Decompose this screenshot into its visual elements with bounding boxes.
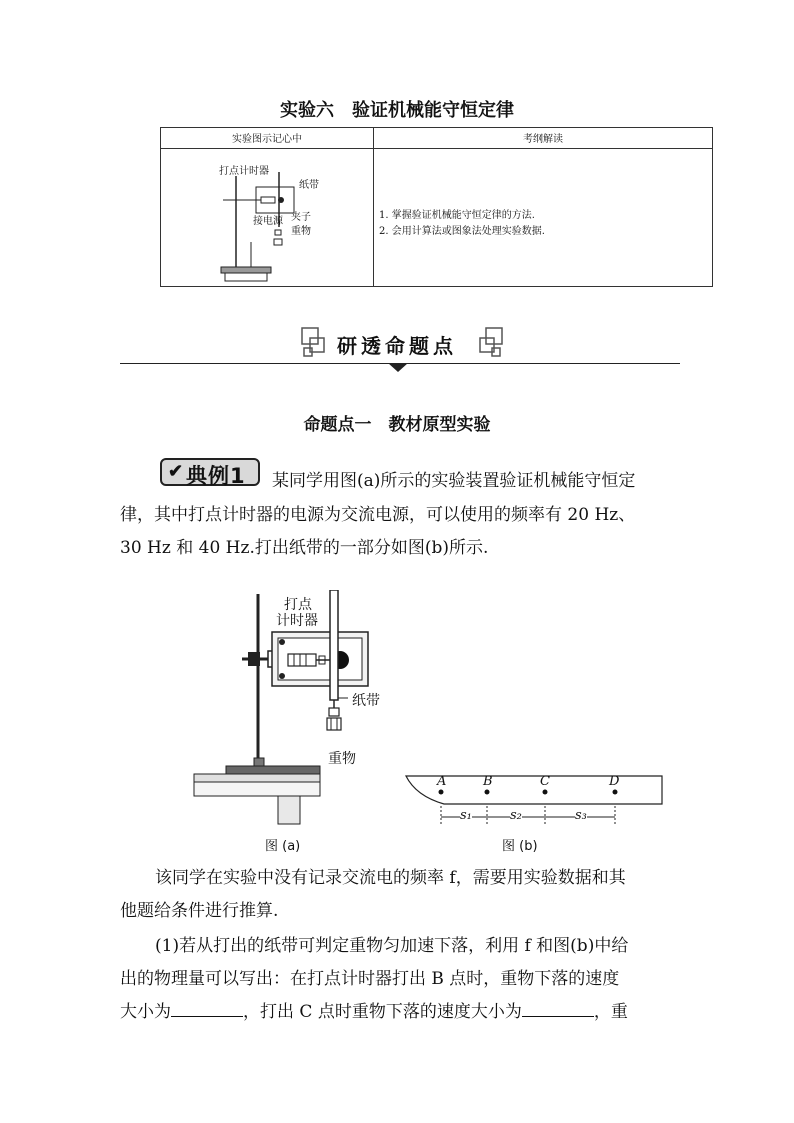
paragraph-3-line-3-part-c: ，重 [593,1002,628,1022]
figure-a-caption: 图 (a) [265,839,301,854]
figure-b-point-d: D [609,774,620,789]
figure-b-point-b: B [483,774,493,789]
figure-b-caption: 图 (b) [502,839,538,854]
section-title: 研透命题点 [337,334,457,358]
table-divider [373,128,374,286]
table-item-2: 2. 会用计算法或图象法处理实验数据. [379,226,545,237]
paragraph-3-line-3-part-b: ，打出 C 点时重物下落的速度大小为 [243,1002,522,1022]
page-title: 实验六 验证机械能守恒定律 [280,100,514,121]
section-pointer-icon [388,363,408,373]
fig-small-power-label: 接电源 [253,216,283,227]
figure-a-weight-label: 重物 [328,751,356,767]
figure-b-segment-s1: s₁ [460,808,472,823]
table-item-1: 1. 掌握验证机械能守恒定律的方法. [379,210,535,221]
figure-b-segment-s3: s₃ [575,808,587,823]
figure-b-point-a: A [437,774,447,789]
example-badge [160,458,260,486]
paragraph-2-line-2: 他题给条件进行推算. [120,901,279,921]
figure-a-tape-label: 纸带 [352,693,380,709]
paragraph-3-line-1: (1)若从打出的纸带可判定重物匀加速下落，利用 f 和图(b)中给 [155,936,629,956]
paragraph-3-line-3-part-a: 大小为 [120,1002,171,1022]
figure-b-segment-s2: s₂ [510,808,522,823]
fig-small-tape-label: 纸带 [299,180,319,191]
example-badge-label: 典例1 [186,464,246,488]
fig-small-clip-label: 夹子 [291,212,311,223]
fig-small-weight-label: 重物 [291,226,311,237]
table-col2-header: 考纲解读 [523,134,563,145]
info-table [160,127,713,287]
paragraph-1-line-3: 30 Hz 和 40 Hz.打出纸带的一部分如图(b)所示. [120,538,489,558]
figure-b-point-c: C [540,774,550,789]
section-deco-right-icon [476,326,506,360]
check-icon: ✔ [168,461,184,482]
figure-a-timer-label-1: 打点 [284,597,312,613]
paragraph-1-line-2: 律，其中打点计时器的电源为交流电源，可以使用的频率有 20 Hz、 [120,505,636,525]
answer-blank-c[interactable] [522,998,594,1017]
table-col1-header: 实验图示记心中 [232,134,302,145]
paragraph-1-line-1: 某同学用图(a)所示的实验装置验证机械能守恒定 [272,471,636,491]
answer-blank-b[interactable] [171,998,243,1017]
fig-small-timer-label: 打点计时器 [219,166,269,177]
subsection-title: 命题点一 教材原型实验 [303,415,491,435]
paragraph-3-line-2: 出的物理量可以写出：在打点计时器打出 B 点时，重物下落的速度 [120,969,620,989]
paragraph-3-line-3 [120,996,628,1028]
paragraph-2-line-1: 该同学在实验中没有记录交流电的频率 f，需要用实验数据和其 [155,868,626,888]
figure-a-timer-label-2: 计时器 [276,613,318,629]
